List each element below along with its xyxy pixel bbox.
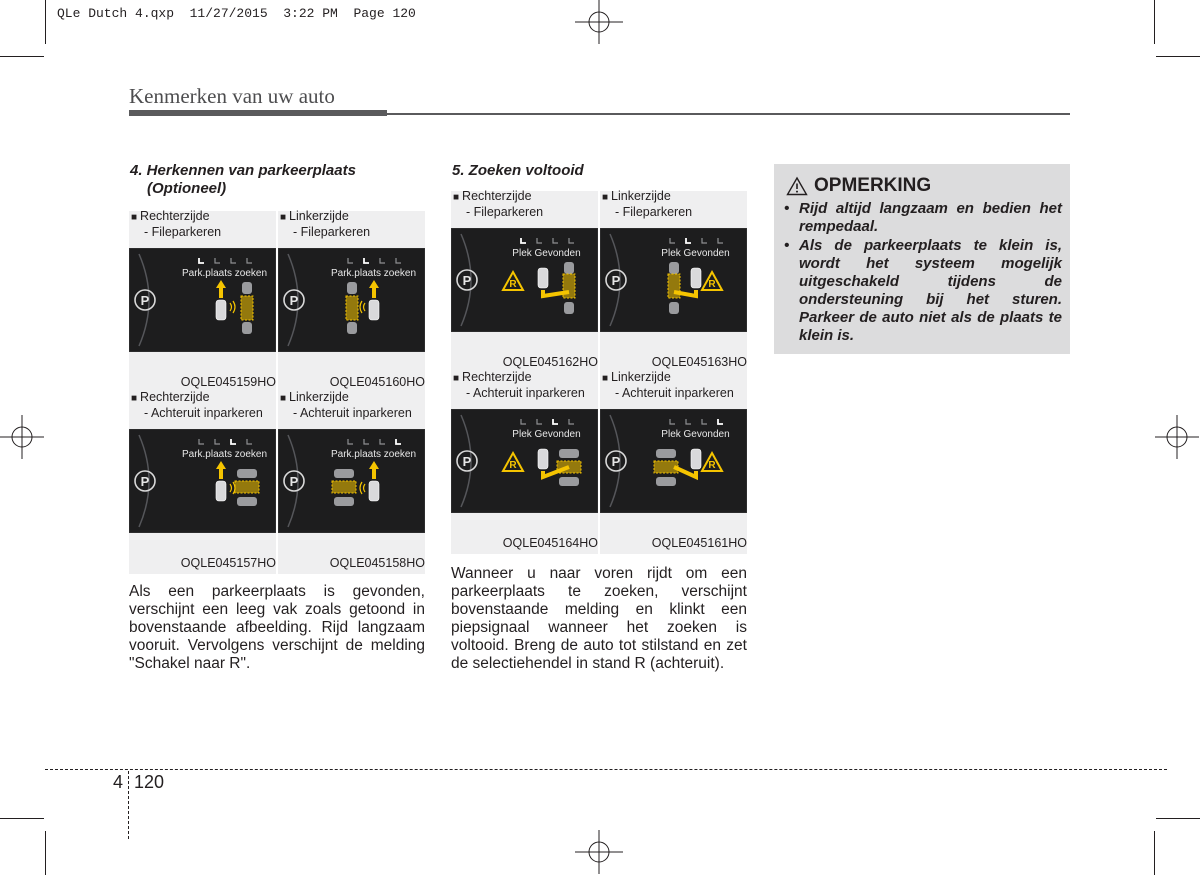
cluster-display [278,429,425,533]
caption-mode: - Fileparkeren [615,205,693,219]
registration-mark-right [1155,415,1200,460]
figure-panel [600,372,747,554]
parked-car [242,322,252,334]
figure-panel [451,372,598,554]
caption-bullet: ■ [280,393,287,404]
figure-code: OQLE045158HO [329,556,425,570]
caption-side: Rechterzijde [462,370,532,384]
caption-side: Rechterzijde [462,189,532,203]
note-list [782,200,1062,346]
figure-code: OQLE045157HO [180,556,276,570]
p-label: P [611,273,621,288]
footer-dashed-rule [45,769,1167,770]
caption-side: Linkerzijde [611,189,671,203]
figure-code: OQLE045161HO [651,536,747,550]
screen-text: Plek Gevonden [661,429,730,440]
caption-mode: - Achteruit inparkeren [615,386,734,400]
registration-mark-left [0,415,45,460]
parked-car [656,449,676,458]
caption-bullet: ■ [280,212,287,223]
caption-mode: - Fileparkeren [293,225,371,239]
parked-car [669,262,679,274]
chapter-number: 4 [113,772,124,792]
parked-car [564,302,574,314]
note-bullet: • [784,200,790,217]
screen-text: Plek Gevonden [512,429,581,440]
parked-car [347,282,357,294]
left-paragraph: Als een parkeerplaats is gevonden, verschijnt een leeg vak zoals getoond in bovenstaande afbeelding. Rijd langzaam vooruit. Vervolgens verschijnt de melding "Schakel naar R". [129,583,425,672]
warning-triangle-icon [786,176,808,196]
caption-side: Rechterzijde [140,209,210,223]
p-label: P [289,293,299,308]
figure-panel [278,392,425,574]
figure-panel [129,392,276,574]
parking-space [332,481,356,493]
note-item [782,200,1062,236]
note-item-text: Rijd altijd langzaam en bedien het rempedaal. [799,200,1062,235]
note-item [782,237,1062,345]
screen-text: Park.plaats zoeken [330,268,417,279]
own-car [691,449,701,469]
note-box [774,164,1070,354]
figure-caption [131,209,221,240]
registration-mark-top [575,0,625,45]
print-slug: QLe Dutch 4.qxp 11/27/2015 3:22 PM Page 120 [57,6,416,21]
figure-code: OQLE045163HO [651,355,747,369]
screen-text: Plek Gevonden [512,248,581,259]
caption-mode: - Fileparkeren [144,225,222,239]
parking-space [346,296,358,320]
own-car [216,481,226,501]
caption-mode: - Achteruit inparkeren [466,386,585,400]
header-rule-thick [129,110,387,116]
figure-caption [602,370,734,401]
figure-panel [451,191,598,373]
p-label: P [289,474,299,489]
left-heading [130,162,356,198]
caption-bullet: ■ [602,373,609,384]
page-number: 120 [134,772,165,792]
cluster-display [129,429,276,533]
footer-dashed-divider [128,771,129,839]
caption-side: Rechterzijde [140,390,210,404]
figure-panel [278,211,425,393]
figure-caption [602,189,692,220]
left-heading-line1: 4. Herkennen van parkeerplaats [130,162,356,179]
caption-mode: - Fileparkeren [466,205,544,219]
parked-car [669,302,679,314]
parking-space [235,481,259,493]
cluster-display [600,228,747,332]
section-title: Kenmerken van uw auto [129,84,335,108]
note-title-text: OPMERKING [814,175,932,196]
parked-car [559,477,579,486]
parked-car [334,469,354,478]
left-heading-line2: (Optioneel) [147,180,227,197]
note-bullet: • [784,237,790,254]
figure-panel [129,211,276,393]
figure-caption [131,390,263,421]
cluster-display [451,409,598,513]
caption-bullet: ■ [602,192,609,203]
note-item-text: Als de parkeerplaats te klein is, wordt het systeem mogelijk uitgeschakeld tijdens de ondersteuning bij het sturen. Parkeer de auto niet als de plaats te klein is. [799,237,1062,344]
figure-code: OQLE045159HO [180,375,276,389]
screen-text: Park.plaats zoeken [330,449,417,460]
caption-bullet: ■ [131,393,138,404]
figure-panel [600,191,747,373]
own-car [538,449,548,469]
cluster-display [129,248,276,352]
parked-car [559,449,579,458]
screen-text: Plek Gevonden [661,248,730,259]
parked-car [237,469,257,478]
caption-bullet: ■ [453,192,460,203]
cluster-display [451,228,598,332]
parked-car [564,262,574,274]
r-label: R [708,279,716,290]
header-rule-thin [387,113,1070,115]
own-car [538,268,548,288]
parking-space [241,296,253,320]
parked-car [656,477,676,486]
figure-code: OQLE045162HO [502,355,598,369]
caption-bullet: ■ [131,212,138,223]
caption-mode: - Achteruit inparkeren [144,406,263,420]
parked-car [347,322,357,334]
p-label: P [462,273,472,288]
own-car [369,300,379,320]
cluster-display [278,248,425,352]
r-label: R [509,460,517,471]
figure-caption [453,189,543,220]
p-label: P [140,293,150,308]
own-car [369,481,379,501]
cluster-display [600,409,747,513]
figure-caption [280,209,370,240]
p-label: P [462,454,472,469]
parked-car [237,497,257,506]
screen-text: Park.plaats zoeken [181,268,268,279]
figure-caption [453,370,585,401]
middle-paragraph: Wanneer u naar voren rijdt om een parkeerplaats te zoeken, verschijnt bovenstaande melding en klinkt een piepsignaal wanneer het zoeken is voltooid. Breng de auto tot stilstand en zet de selectiehendel in stand R (achteruit). [451,565,747,672]
note-title [786,175,931,197]
screen-text: Park.plaats zoeken [181,449,268,460]
r-label: R [509,279,517,290]
caption-side: Linkerzijde [289,390,349,404]
parked-car [242,282,252,294]
caption-mode: - Achteruit inparkeren [293,406,412,420]
own-car [691,268,701,288]
r-label: R [708,460,716,471]
p-label: P [140,474,150,489]
figure-caption [280,390,412,421]
parked-car [334,497,354,506]
p-label: P [611,454,621,469]
caption-side: Linkerzijde [289,209,349,223]
registration-mark-bottom [575,830,625,875]
middle-heading: 5. Zoeken voltooid [452,162,584,179]
figure-code: OQLE045160HO [329,375,425,389]
caption-bullet: ■ [453,373,460,384]
caption-side: Linkerzijde [611,370,671,384]
figure-code: OQLE045164HO [502,536,598,550]
own-car [216,300,226,320]
